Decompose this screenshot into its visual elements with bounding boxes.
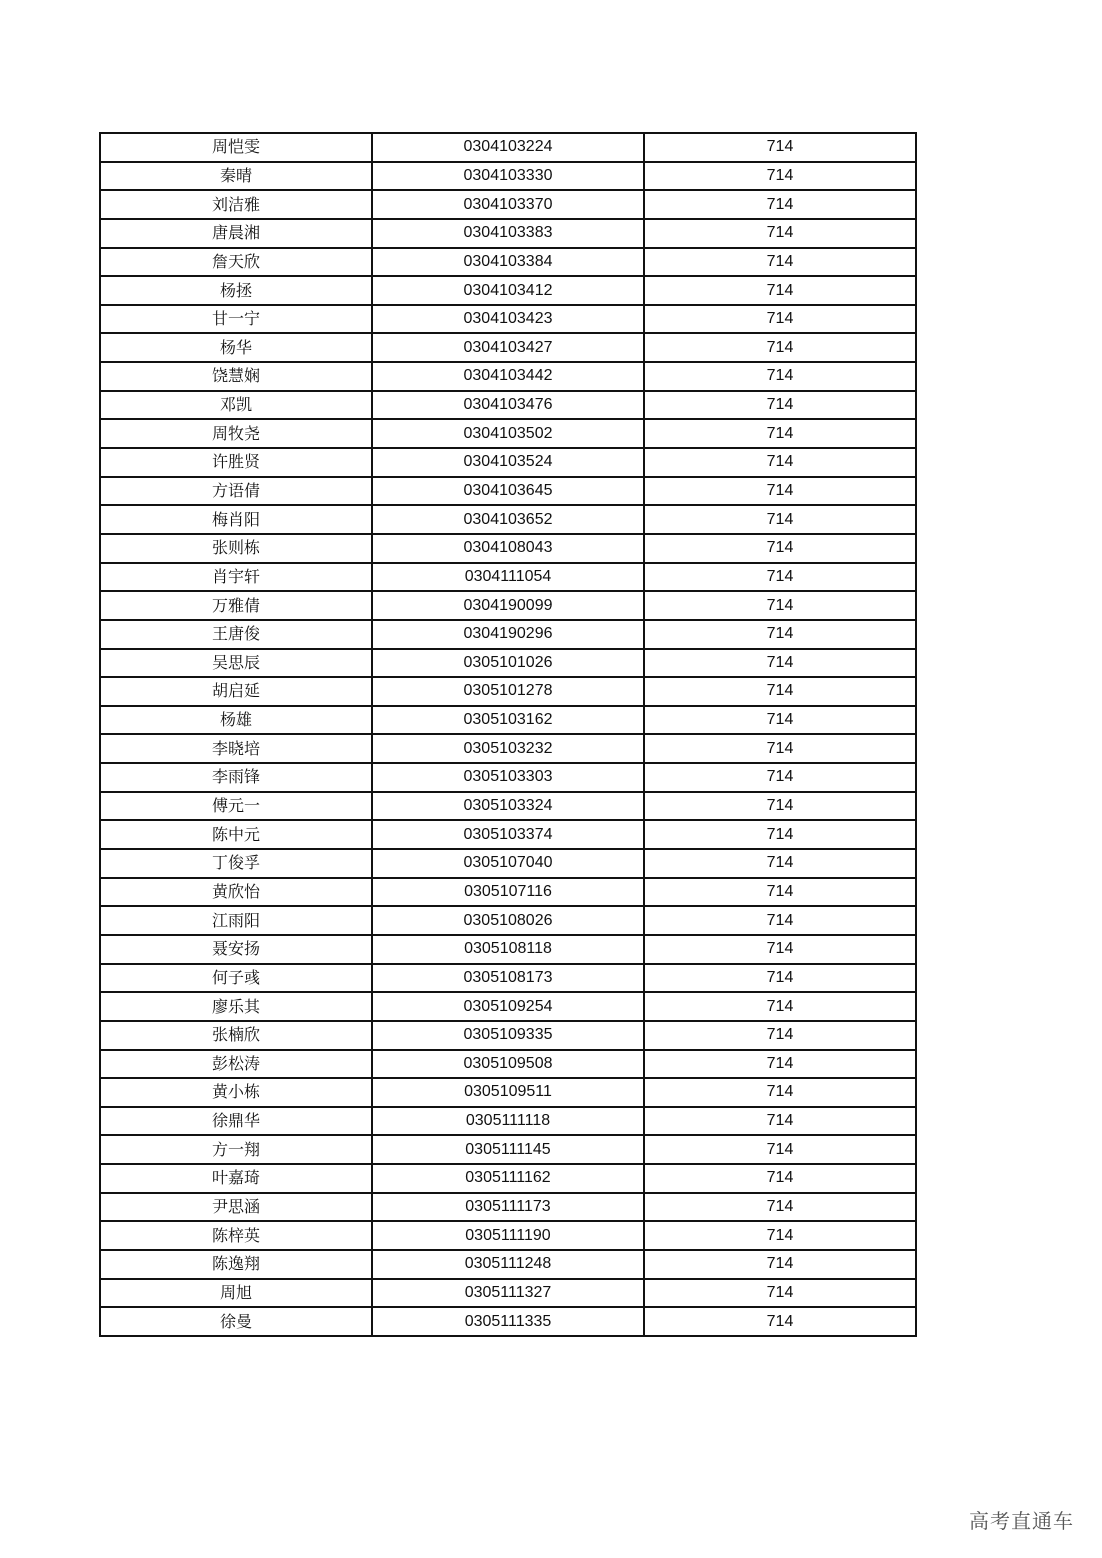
score-cell: 714 [644, 276, 916, 305]
name-cell: 方一翔 [100, 1135, 372, 1164]
exam-id-cell: 0304103476 [372, 391, 644, 420]
exam-id-cell: 0304103423 [372, 305, 644, 334]
table-row [100, 992, 916, 1021]
table-row [100, 477, 916, 506]
table-row [100, 391, 916, 420]
name-cell: 杨雄 [100, 706, 372, 735]
exam-id-cell: 0304103383 [372, 219, 644, 248]
score-cell: 714 [644, 1135, 916, 1164]
exam-id-cell: 0305103374 [372, 820, 644, 849]
name-cell: 张楠欣 [100, 1021, 372, 1050]
table-row [100, 1107, 916, 1136]
score-cell: 714 [644, 1078, 916, 1107]
table-row [100, 1164, 916, 1193]
name-cell: 许胜贤 [100, 448, 372, 477]
exam-id-cell: 0304103442 [372, 362, 644, 391]
exam-id-cell: 0305109511 [372, 1078, 644, 1107]
exam-id-cell: 0304103524 [372, 448, 644, 477]
name-cell: 杨拯 [100, 276, 372, 305]
table-row [100, 792, 916, 821]
exam-id-cell: 0304190296 [372, 620, 644, 649]
score-cell: 714 [644, 677, 916, 706]
table-row [100, 734, 916, 763]
table-row [100, 190, 916, 219]
exam-id-cell: 0304103502 [372, 419, 644, 448]
watermark-text: 高考直通车 [969, 1509, 1074, 1533]
name-cell: 陈梓英 [100, 1221, 372, 1250]
exam-id-cell: 0305103324 [372, 792, 644, 821]
score-cell: 714 [644, 1221, 916, 1250]
score-cell: 714 [644, 505, 916, 534]
table-row [100, 849, 916, 878]
score-cell: 714 [644, 534, 916, 563]
name-cell: 廖乐其 [100, 992, 372, 1021]
table-row [100, 820, 916, 849]
table-row [100, 362, 916, 391]
score-cell: 714 [644, 1164, 916, 1193]
table-row [100, 448, 916, 477]
exam-id-cell: 0305111162 [372, 1164, 644, 1193]
exam-id-cell: 0304190099 [372, 591, 644, 620]
name-cell: 黄欣怡 [100, 878, 372, 907]
name-cell: 江雨阳 [100, 906, 372, 935]
name-cell: 胡启延 [100, 677, 372, 706]
table-row [100, 935, 916, 964]
exam-id-cell: 0305107040 [372, 849, 644, 878]
score-cell: 714 [644, 362, 916, 391]
score-cell: 714 [644, 448, 916, 477]
exam-id-cell: 0304111054 [372, 563, 644, 592]
name-cell: 徐曼 [100, 1307, 372, 1336]
score-cell: 714 [644, 734, 916, 763]
exam-id-cell: 0305108026 [372, 906, 644, 935]
score-cell: 714 [644, 849, 916, 878]
name-cell: 李雨锋 [100, 763, 372, 792]
name-cell: 黄小栋 [100, 1078, 372, 1107]
score-cell: 714 [644, 1307, 916, 1336]
name-cell: 张则栋 [100, 534, 372, 563]
exam-id-cell: 0305103232 [372, 734, 644, 763]
table-row [100, 162, 916, 191]
table-row [100, 333, 916, 362]
exam-id-cell: 0305109254 [372, 992, 644, 1021]
name-cell: 周牧尧 [100, 419, 372, 448]
name-cell: 梅肖阳 [100, 505, 372, 534]
score-cell: 714 [644, 162, 916, 191]
exam-id-cell: 0305111335 [372, 1307, 644, 1336]
exam-id-cell: 0305109508 [372, 1050, 644, 1079]
name-cell: 王唐俊 [100, 620, 372, 649]
name-cell: 何子彧 [100, 964, 372, 993]
score-cell: 714 [644, 706, 916, 735]
exam-id-cell: 0305108173 [372, 964, 644, 993]
name-cell: 饶慧娴 [100, 362, 372, 391]
name-cell: 陈逸翔 [100, 1250, 372, 1279]
exam-id-cell: 0305107116 [372, 878, 644, 907]
score-cell: 714 [644, 248, 916, 277]
table-row [100, 763, 916, 792]
exam-id-cell: 0305108118 [372, 935, 644, 964]
exam-id-cell: 0304103330 [372, 162, 644, 191]
score-cell: 714 [644, 333, 916, 362]
name-cell: 叶嘉琦 [100, 1164, 372, 1193]
name-cell: 刘洁雅 [100, 190, 372, 219]
name-cell: 方语倩 [100, 477, 372, 506]
table-row [100, 1250, 916, 1279]
score-cell: 714 [644, 591, 916, 620]
table-row [100, 649, 916, 678]
score-cell: 714 [644, 477, 916, 506]
table-row [100, 1279, 916, 1308]
exam-id-cell: 0304103427 [372, 333, 644, 362]
table-row [100, 1221, 916, 1250]
exam-id-cell: 0304103645 [372, 477, 644, 506]
exam-id-cell: 0305109335 [372, 1021, 644, 1050]
name-cell: 聂安扬 [100, 935, 372, 964]
exam-id-cell: 0305101278 [372, 677, 644, 706]
score-cell: 714 [644, 1021, 916, 1050]
score-cell: 714 [644, 419, 916, 448]
table-row [100, 248, 916, 277]
score-cell: 714 [644, 190, 916, 219]
name-cell: 邓凯 [100, 391, 372, 420]
score-cell: 714 [644, 1279, 916, 1308]
name-cell: 杨华 [100, 333, 372, 362]
score-cell: 714 [644, 391, 916, 420]
name-cell: 尹思涵 [100, 1193, 372, 1222]
score-cell: 714 [644, 620, 916, 649]
name-cell: 丁俊孚 [100, 849, 372, 878]
score-cell: 714 [644, 935, 916, 964]
table-row [100, 534, 916, 563]
score-cell: 714 [644, 563, 916, 592]
table-row [100, 563, 916, 592]
table-row [100, 878, 916, 907]
table-row [100, 1135, 916, 1164]
name-cell: 李晓培 [100, 734, 372, 763]
table-row [100, 305, 916, 334]
name-cell: 彭松涛 [100, 1050, 372, 1079]
exam-id-cell: 0304103370 [372, 190, 644, 219]
name-cell: 周旭 [100, 1279, 372, 1308]
name-cell: 陈中元 [100, 820, 372, 849]
exam-id-cell: 0305111190 [372, 1221, 644, 1250]
name-cell: 秦晴 [100, 162, 372, 191]
table-row [100, 1307, 916, 1336]
name-cell: 唐晨湘 [100, 219, 372, 248]
table-row [100, 1193, 916, 1222]
table-row [100, 1078, 916, 1107]
exam-id-cell: 0304103412 [372, 276, 644, 305]
table-row [100, 505, 916, 534]
table-row [100, 706, 916, 735]
name-cell: 肖宇轩 [100, 563, 372, 592]
exam-id-cell: 0305111118 [372, 1107, 644, 1136]
table-row [100, 1050, 916, 1079]
roster-body [100, 133, 916, 1336]
roster-table [99, 132, 917, 1337]
score-cell: 714 [644, 1050, 916, 1079]
exam-id-cell: 0304103652 [372, 505, 644, 534]
name-cell: 徐鼎华 [100, 1107, 372, 1136]
exam-id-cell: 0305111173 [372, 1193, 644, 1222]
exam-id-cell: 0305103303 [372, 763, 644, 792]
score-cell: 714 [644, 305, 916, 334]
table-row [100, 964, 916, 993]
table-row [100, 1021, 916, 1050]
exam-id-cell: 0304103224 [372, 133, 644, 162]
score-cell: 714 [644, 1250, 916, 1279]
exam-id-cell: 0304108043 [372, 534, 644, 563]
name-cell: 詹天欣 [100, 248, 372, 277]
score-cell: 714 [644, 649, 916, 678]
score-cell: 714 [644, 133, 916, 162]
table-row [100, 620, 916, 649]
score-cell: 714 [644, 964, 916, 993]
score-cell: 714 [644, 1107, 916, 1136]
table-row [100, 419, 916, 448]
score-cell: 714 [644, 763, 916, 792]
exam-id-cell: 0305111145 [372, 1135, 644, 1164]
score-cell: 714 [644, 792, 916, 821]
name-cell: 甘一宁 [100, 305, 372, 334]
exam-id-cell: 0305111327 [372, 1279, 644, 1308]
score-cell: 714 [644, 219, 916, 248]
name-cell: 吴思辰 [100, 649, 372, 678]
exam-id-cell: 0305103162 [372, 706, 644, 735]
score-cell: 714 [644, 820, 916, 849]
score-cell: 714 [644, 992, 916, 1021]
table-row [100, 276, 916, 305]
table-row [100, 906, 916, 935]
name-cell: 傅元一 [100, 792, 372, 821]
name-cell: 周恺雯 [100, 133, 372, 162]
score-cell: 714 [644, 1193, 916, 1222]
table-row [100, 219, 916, 248]
table-row [100, 677, 916, 706]
table-row [100, 133, 916, 162]
exam-id-cell: 0304103384 [372, 248, 644, 277]
exam-id-cell: 0305101026 [372, 649, 644, 678]
score-cell: 714 [644, 878, 916, 907]
score-cell: 714 [644, 906, 916, 935]
name-cell: 万雅倩 [100, 591, 372, 620]
table-row [100, 591, 916, 620]
exam-id-cell: 0305111248 [372, 1250, 644, 1279]
